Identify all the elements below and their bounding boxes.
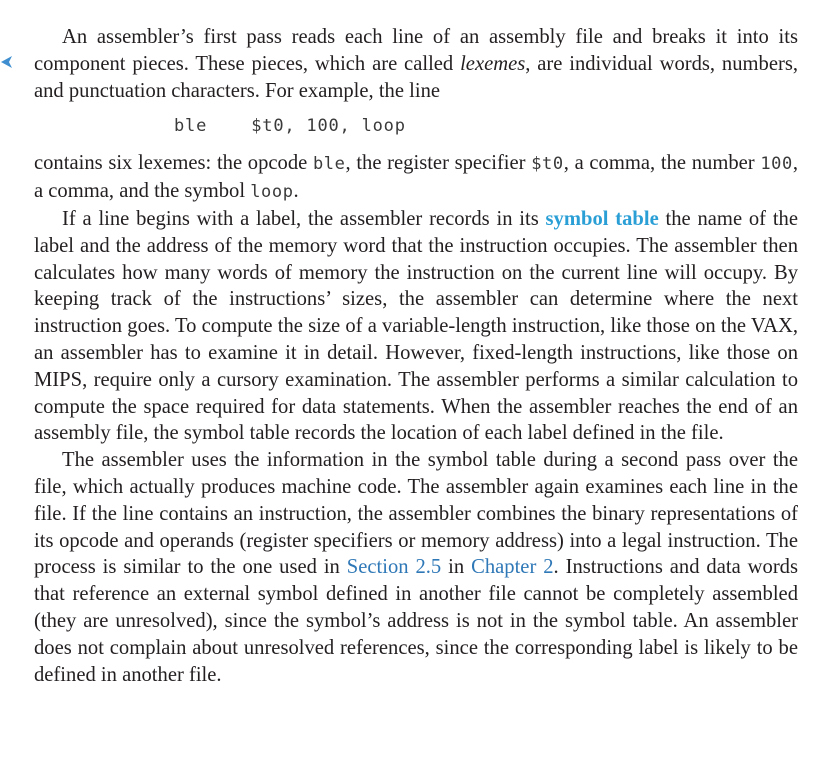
code-opcode: ble bbox=[174, 116, 208, 137]
chapter-link[interactable]: Chapter 2 bbox=[471, 556, 554, 579]
para2-text-5: . bbox=[293, 180, 299, 203]
paragraph-second-pass bbox=[34, 447, 798, 688]
inline-code-number: 100 bbox=[760, 154, 793, 175]
para4-text-1: The assembler uses the information in the symbol table during a second pass over the file, which actually produces machine code. The assembler again examines each line in the file. If the line contains an instruction, the assembler combines the binary representations of its opcode and operands (register specifiers or memory address) into a legal instruction. The process is similar to the one used in bbox=[34, 449, 798, 579]
para3-text-2: the name of the label and the address of the memory word that the instruction occupies. The assembler then calculates how many words of memory the instruction on the current line will occupy. By keeping track of the instructions’ sizes, the assembler can determine where the next instruction goes. To compute the size of a variable-length instruction, like those on the VAX, an assembler has to examine it in detail. However, fixed-length instructions, like those on MIPS, require only a cursory examination. The assembler performs a similar calculation to compute the space required for data statements. When the assembler reaches the end of an assembly file, the symbol table records the location of each label defined in the file. bbox=[34, 207, 798, 445]
text-page bbox=[34, 24, 798, 688]
code-example bbox=[174, 114, 798, 138]
paragraph-six-lexemes bbox=[34, 150, 798, 206]
para2-text-4: , a comma, and the symbol bbox=[34, 152, 798, 203]
inline-code-ble: ble bbox=[312, 154, 346, 175]
para4-text-3: . Instructions and data words that reference an external symbol defined in another file cannot be completely assembled (they are unresolved), since the symbol’s address is not in the symbol table. An assembler does not complain about unresolved references, since the corresponding label is likely to be defined in another file. bbox=[34, 556, 798, 686]
para3-text-1: If a line begins with a label, the assembler records in its bbox=[62, 207, 546, 230]
section-link[interactable]: Section 2.5 bbox=[346, 556, 442, 579]
para2-text-1: contains six lexemes: the opcode bbox=[34, 152, 313, 175]
inline-code-register: $t0 bbox=[531, 154, 564, 175]
inline-code-loop: loop bbox=[250, 182, 294, 203]
para1-text-1: An assembler’s first pass reads each line of an assembly file and breaks it into its component pieces. These pieces, which are called bbox=[34, 26, 798, 75]
symbol-table-term[interactable]: symbol table bbox=[545, 207, 659, 230]
paragraph-symbol-table bbox=[34, 206, 798, 447]
paragraph-lexemes bbox=[34, 24, 798, 104]
code-operands: $t0, 100, loop bbox=[251, 116, 406, 137]
lexemes-term: lexemes bbox=[460, 52, 526, 75]
para2-text-2: , the register specifier bbox=[345, 152, 532, 175]
para1-text-2: , are individual words, numbers, and punctuation characters. For example, the line bbox=[34, 52, 798, 102]
para2-text-3: , a comma, the number bbox=[563, 152, 761, 175]
annotation-marker-icon bbox=[0, 55, 14, 69]
para4-text-2: in bbox=[441, 556, 472, 579]
